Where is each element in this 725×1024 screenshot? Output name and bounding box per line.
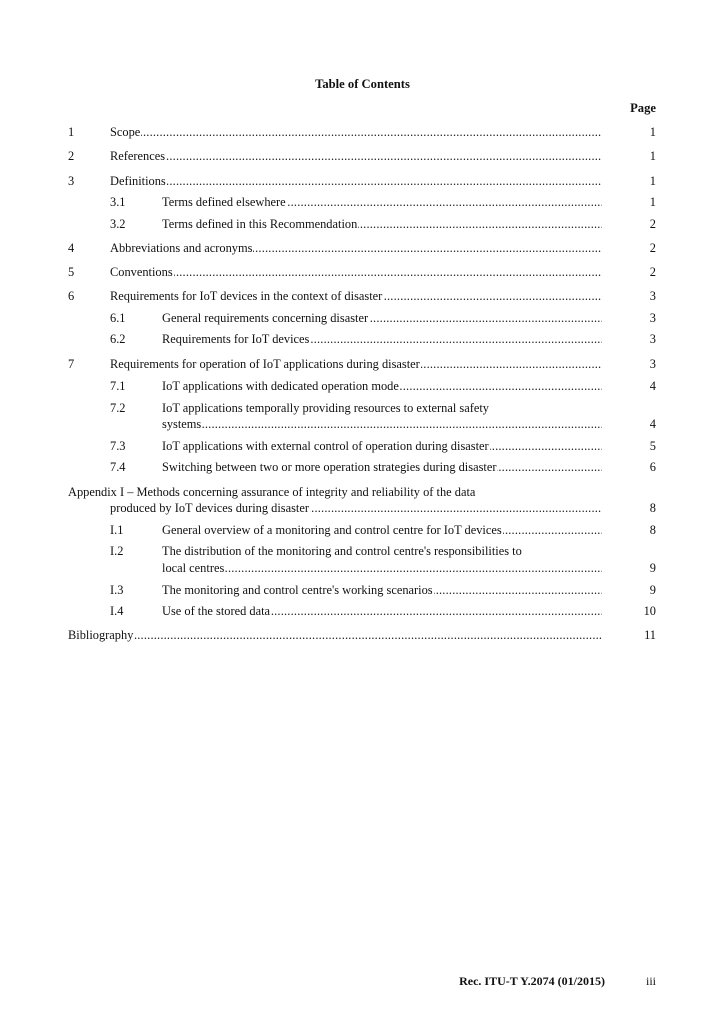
toc-entry-page: 2 — [649, 241, 656, 255]
toc-entry-3[interactable] — [0, 173, 725, 189]
toc-entry-leader — [110, 124, 602, 140]
toc-entry-page: 2 — [649, 265, 656, 279]
toc-entry-page: 3 — [649, 289, 656, 303]
toc-entry-1[interactable] — [0, 124, 725, 140]
toc-entry-title: Terms defined in this Recommendation — [162, 217, 358, 231]
toc-entry-7-2[interactable] — [0, 400, 725, 416]
toc-entry-title: The monitoring and control centre's working scenarios — [162, 583, 433, 597]
toc-entry-i-2-continued[interactable] — [0, 560, 725, 576]
toc-entry-i-3[interactable] — [0, 582, 725, 598]
toc-entry-number: 3.1 — [110, 195, 126, 209]
toc-entry-title: Requirements for IoT devices in the context of disaster — [110, 289, 383, 303]
toc-entry-page: 8 — [649, 501, 656, 515]
toc-entry-number: 7.3 — [110, 439, 126, 453]
toc-entry-number: 1 — [68, 125, 75, 139]
toc-entry-leader — [162, 522, 602, 538]
toc-entry-title-line-1: The distribution of the monitoring and control centre's responsibilities to — [162, 544, 522, 558]
toc-entry-number: 5 — [68, 265, 75, 279]
toc-entry-title: Requirements for IoT devices — [162, 332, 310, 346]
toc-entry-number: 3 — [68, 174, 75, 188]
toc-entry-title: Abbreviations and acronyms — [110, 241, 253, 255]
toc-entry-title: Definitions — [110, 174, 166, 188]
toc-entry-title-line-2: produced by IoT devices during disaster — [110, 501, 310, 515]
toc-entry-leader — [110, 500, 602, 516]
toc-entry-6[interactable] — [0, 288, 725, 304]
toc-entry-number: 7.1 — [110, 379, 126, 393]
toc-entry-number: 4 — [68, 241, 75, 255]
toc-entry-6-2[interactable] — [0, 331, 725, 347]
toc-entry-i-4[interactable] — [0, 603, 725, 619]
toc-entry-number: 7.4 — [110, 460, 126, 474]
toc-entry-number: 6.2 — [110, 332, 126, 346]
toc-entry-leader — [162, 603, 602, 619]
toc-entry-3-2[interactable] — [0, 216, 725, 232]
toc-entry-7[interactable] — [0, 356, 725, 372]
toc-entry-title: Bibliography — [68, 628, 134, 642]
toc-entry-title-line-2: systems — [162, 417, 202, 431]
toc-entry-title: General overview of a monitoring and control centre for IoT devices — [162, 523, 502, 537]
toc-entry-title: Terms defined elsewhere — [162, 195, 286, 209]
toc-entry-leader — [162, 459, 602, 475]
toc-entry-page: 10 — [643, 604, 656, 618]
toc-title: Table of Contents — [315, 77, 410, 91]
toc-entry-page: 4 — [649, 379, 656, 393]
toc-entry-leader — [110, 356, 602, 372]
toc-entry-leader — [162, 560, 602, 576]
toc-entry-number: 6 — [68, 289, 75, 303]
toc-entry-title: Switching between two or more operation strategies during disaster — [162, 460, 497, 474]
toc-entry-number: 7 — [68, 357, 75, 371]
toc-entry-page: 3 — [649, 332, 656, 346]
toc-entry-page: 6 — [649, 460, 656, 474]
toc-entry-4[interactable] — [0, 240, 725, 256]
toc-entry-leader — [162, 310, 602, 326]
toc-entry-leader — [162, 331, 602, 347]
toc-entry-title: Conventions — [110, 265, 173, 279]
toc-entry-title-line-1: Appendix I – Methods concerning assurance of integrity and reliability of the data — [68, 485, 476, 499]
toc-entry-leader — [110, 240, 602, 256]
page-column-header: Page — [630, 101, 656, 115]
toc-entry-number: 3.2 — [110, 217, 126, 231]
toc-entry-leader — [68, 627, 602, 643]
toc-entry-leader — [110, 148, 602, 164]
toc-entry-leader — [162, 438, 602, 454]
toc-entry-leader — [110, 264, 602, 280]
toc-entry-number: I.3 — [110, 583, 124, 597]
toc-entry-title-line-1: IoT applications temporally providing resources to external safety — [162, 401, 489, 415]
toc-entry-title: Use of the stored data — [162, 604, 271, 618]
toc-entry-page: 3 — [649, 357, 656, 371]
toc-entry-page: 4 — [649, 417, 656, 431]
toc-entry-i-1[interactable] — [0, 522, 725, 538]
toc-entry-page: 2 — [649, 217, 656, 231]
toc-entry-i-2[interactable] — [0, 543, 725, 559]
toc-entry-appendix-1-continued[interactable] — [0, 500, 725, 516]
toc-entry-3-1[interactable] — [0, 194, 725, 210]
toc-entry-page: 1 — [649, 195, 656, 209]
toc-entry-6-1[interactable] — [0, 310, 725, 326]
toc-entry-appendix-1[interactable] — [0, 484, 725, 500]
toc-entry-page: 1 — [649, 174, 656, 188]
toc-entry-page: 1 — [649, 149, 656, 163]
toc-entry-7-1[interactable] — [0, 378, 725, 394]
toc-entry-leader — [162, 582, 602, 598]
toc-entry-page: 9 — [649, 583, 656, 597]
toc-entry-leader — [110, 173, 602, 189]
toc-entry-page: 3 — [649, 311, 656, 325]
toc-entry-7-2-continued[interactable] — [0, 416, 725, 432]
toc-entry-number: 6.1 — [110, 311, 126, 325]
toc-entry-page: 9 — [649, 561, 656, 575]
toc-entry-number: I.2 — [110, 544, 124, 558]
footer-page-number: iii — [645, 974, 656, 988]
toc-entry-leader — [162, 216, 602, 232]
toc-entry-7-3[interactable] — [0, 438, 725, 454]
toc-entry-page: 8 — [649, 523, 656, 537]
toc-entry-number: 7.2 — [110, 401, 126, 415]
toc-entry-leader — [162, 194, 602, 210]
toc-entry-title: IoT applications with dedicated operation mode — [162, 379, 399, 393]
toc-entry-page: 5 — [649, 439, 656, 453]
toc-entry-7-4[interactable] — [0, 459, 725, 475]
toc-entry-5[interactable] — [0, 264, 725, 280]
toc-entry-title: Requirements for operation of IoT applications during disaster — [110, 357, 420, 371]
toc-entry-number: 2 — [68, 149, 75, 163]
toc-entry-title: IoT applications with external control of operation during disaster — [162, 439, 489, 453]
toc-entry-title-line-2: local centres — [162, 561, 225, 575]
toc-entry-page: 11 — [644, 628, 656, 642]
toc-entry-leader — [110, 288, 602, 304]
toc-entry-leader — [162, 416, 602, 432]
footer-reference: Rec. ITU-T Y.2074 (01/2015) — [459, 974, 605, 988]
toc-entry-number: I.1 — [110, 523, 124, 537]
toc-entry-title: General requirements concerning disaster — [162, 311, 369, 325]
toc-entry-title: References — [110, 149, 166, 163]
toc-entry-bibliography[interactable] — [0, 627, 725, 643]
toc-entry-number: I.4 — [110, 604, 124, 618]
toc-entry-title: Scope — [110, 125, 141, 139]
toc-entry-2[interactable] — [0, 148, 725, 164]
toc-entry-leader — [162, 378, 602, 394]
toc-entry-page: 1 — [649, 125, 656, 139]
